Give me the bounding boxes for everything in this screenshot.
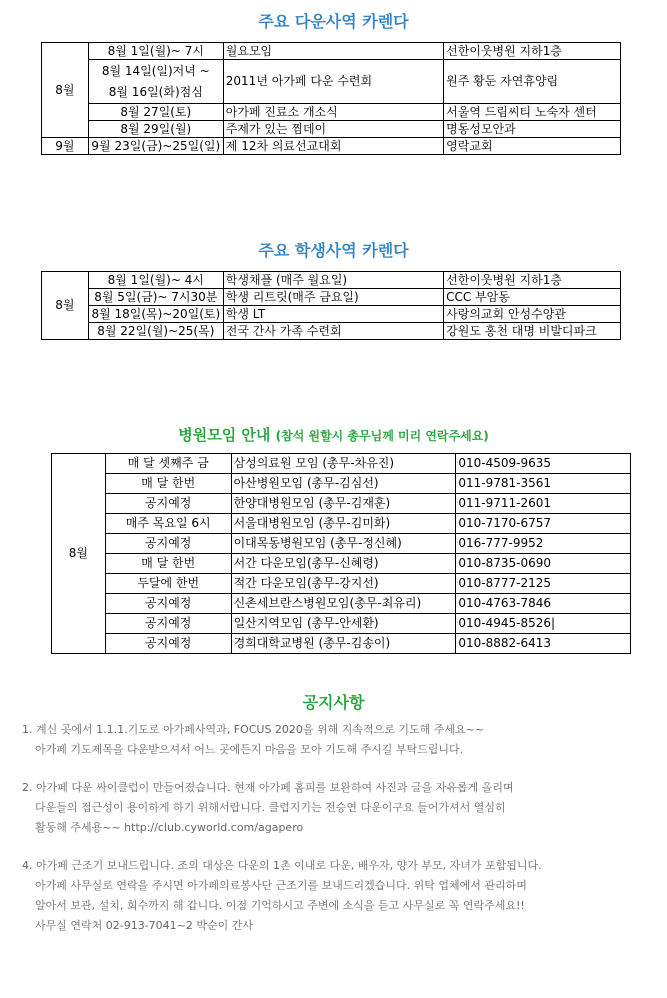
table-row <box>52 454 631 474</box>
event-cell: 월요모임 <box>223 43 443 60</box>
date-line: 8월 14일(일)저녁 ~ <box>101 63 210 78</box>
event-cell: 주제가 있는 찜데이 <box>223 121 443 138</box>
meeting-cell: 삼성의료원 모임 (총무-차유진) <box>231 454 456 474</box>
when-cell: 공지예정 <box>105 634 231 654</box>
place-cell: 영락교회 <box>444 138 621 155</box>
when-cell: 매 달 한번 <box>105 474 231 494</box>
notice-text: 아가페 다운 싸이클럽이 만들어졌습니다. 현재 아가페 홈피를 보완하여 사진과 글을 자유롭게 올리며 <box>36 781 514 794</box>
hospital-subtitle: (참석 원할시 총무님께 미리 연락주세요) <box>275 429 489 443</box>
place-cell: 강원도 홍천 대명 비발디파크 <box>444 323 621 340</box>
event-cell: 제 12차 의료선교대회 <box>223 138 443 155</box>
event-cell: 아가페 진료소 개소식 <box>223 104 443 121</box>
date-cell: 8월 29일(월) <box>88 121 223 138</box>
notice-number: 1 <box>22 723 29 736</box>
phone-cell: 010-4509-9635 <box>456 454 631 474</box>
table-row <box>52 534 631 554</box>
place-cell: 선한이웃병원 지하1층 <box>444 272 621 289</box>
table-row <box>52 494 631 514</box>
month-cell: 9월 <box>42 138 89 155</box>
event-cell: 2011년 아가페 다운 수련회 <box>223 60 443 104</box>
place-cell: CCC 부암동 <box>444 289 621 306</box>
date-cell: 8월 1일(월)~ 4시 <box>88 272 223 289</box>
when-cell: 공지예정 <box>105 534 231 554</box>
when-cell: 매 달 한번 <box>105 554 231 574</box>
table-row <box>52 574 631 594</box>
when-cell: 공지예정 <box>105 594 231 614</box>
meeting-cell: 경희대학교병원 (총무-김송이) <box>231 634 456 654</box>
student-calendar-table <box>41 271 621 340</box>
notice-text: 아가페 근조기 보내드립니다. 조의 대상은 다운의 1촌 이내로 다운, 배우자, 양가 부모, 자녀가 포함됩니다. <box>36 859 542 872</box>
meeting-cell: 일산지역모임 (총무-안세환) <box>231 614 456 634</box>
meeting-cell: 아산병원모임 (총무-김심선) <box>231 474 456 494</box>
date-cell: 8월 5일(금)~ 7시30분 <box>88 289 223 306</box>
table-row <box>42 289 621 306</box>
meeting-cell: 서간 다운모임(총무-신혜령) <box>231 554 456 574</box>
place-cell: 원주 황둔 자연휴양림 <box>444 60 621 104</box>
meeting-cell: 서울대병원모임 (총무-김미화) <box>231 514 456 534</box>
student-calendar-title: 주요 학생사역 카렌다 <box>258 241 409 260</box>
notice-line: 알아서 보관, 설치, 회수까지 해 갑니다. 이점 기억하시고 주변에 소식을 듣고 사무실로 꼭 연락주세요!! <box>35 899 525 912</box>
notice-line: 아가페 기도제목을 다운받으셔서 어느 곳에든지 마음을 모아 기도해 주시길 부탁드립니다. <box>35 743 464 756</box>
event-cell: 학생 리트릿(매주 금요일) <box>223 289 443 306</box>
table-row <box>42 43 621 60</box>
meeting-cell: 신촌세브란스병원모임(총무-최유리) <box>231 594 456 614</box>
notice-line: 다운들의 접근성이 용이하게 하기 위해서랍니다. 클럽지기는 전승연 다운이구요 들어가셔서 열심히 <box>35 801 506 814</box>
when-cell: 매주 목요일 6시 <box>105 514 231 534</box>
hospital-title-text: 병원모임 안내 <box>178 426 271 444</box>
table-row <box>52 554 631 574</box>
notice-line: 사무실 연락처 02-913-7041~2 박순이 간사 <box>35 919 254 932</box>
when-cell: 공지예정 <box>105 614 231 634</box>
notice-line: 아가페 사무실로 연락을 주시면 아가페의료봉사단 근조기를 보내드리겠습니다. 위탁 업체에서 관리하며 <box>35 879 527 892</box>
phone-cell: 010-4945-8526| <box>456 614 631 634</box>
notice-line: 4. 아가페 근조기 보내드립니다. 조의 대상은 다운의 1촌 이내로 다운, 배우자, 양가 부모, 자녀가 포함됩니다. <box>22 859 542 872</box>
table-row <box>42 306 621 323</box>
phone-cell: 010-8882-6413 <box>456 634 631 654</box>
date-cell: 8월 27일(토) <box>88 104 223 121</box>
event-cell: 학생채플 (매주 월요일) <box>223 272 443 289</box>
event-cell: 학생 LT <box>223 306 443 323</box>
notice-line: 1. 계신 곳에서 1.1.1.기도로 아가페사역과, FOCUS 2020을 위해 지속적으로 기도해 주세요~~ <box>22 723 485 736</box>
when-cell: 공지예정 <box>105 494 231 514</box>
when-cell: 두달에 한번 <box>105 574 231 594</box>
month-cell: 8월 <box>52 454 106 654</box>
hospital-meetings-table <box>51 453 631 654</box>
date-cell: 8월 1일(월)~ 7시 <box>88 43 223 60</box>
date-cell: 8월 18일(목)~20일(토) <box>88 306 223 323</box>
date-cell: 9월 23일(금)~25일(일) <box>88 138 223 155</box>
table-row <box>42 60 621 104</box>
place-cell: 사랑의교회 안성수양관 <box>444 306 621 323</box>
table-row <box>52 594 631 614</box>
meeting-cell: 한양대병원모임 (총무-김재훈) <box>231 494 456 514</box>
phone-cell: 010-7170-6757 <box>456 514 631 534</box>
meeting-cell: 이대목동병원모임 (총무-정신혜) <box>231 534 456 554</box>
table-row <box>42 121 621 138</box>
phone-cell: 011-9711-2601 <box>456 494 631 514</box>
notice-link-line[interactable]: 활동해 주세용~~ http://club.cyworld.com/agapero <box>35 821 304 834</box>
table-row <box>42 323 621 340</box>
table-row <box>52 634 631 654</box>
place-cell: 명동성모안과 <box>444 121 621 138</box>
month-cell: 8월 <box>42 272 89 340</box>
table-row <box>52 614 631 634</box>
phone-cell: 016-777-9952 <box>456 534 631 554</box>
table-row <box>52 514 631 534</box>
phone-cell: 010-8777-2125 <box>456 574 631 594</box>
table-row <box>42 104 621 121</box>
when-cell: 매 달 셋째주 금 <box>105 454 231 474</box>
hospital-meetings-title <box>0 424 667 445</box>
month-cell: 8월 <box>42 43 89 138</box>
meeting-cell: 적간 다운모임(총무-강지선) <box>231 574 456 594</box>
date-cell <box>88 60 223 104</box>
downtown-calendar-title: 주요 다운사역 카렌다 <box>258 12 409 31</box>
table-row <box>42 138 621 155</box>
notices-title: 공지사항 <box>302 693 365 712</box>
event-cell: 전국 간사 가족 수련회 <box>223 323 443 340</box>
phone-cell: 010-4763-7846 <box>456 594 631 614</box>
table-row <box>52 474 631 494</box>
notice-number: 4 <box>22 859 29 872</box>
date-line: 8월 16일(화)점심 <box>108 84 203 99</box>
notice-item <box>22 778 642 838</box>
place-cell: 선한이웃병원 지하1층 <box>444 43 621 60</box>
place-cell: 서울역 드림씨티 노숙자 센터 <box>444 104 621 121</box>
notice-text: 계신 곳에서 1.1.1.기도로 아가페사역과, FOCUS 2020을 위해 지속적으로 기도해 주세요~~ <box>36 723 485 736</box>
table-row <box>42 272 621 289</box>
phone-cell: 011-9781-3561 <box>456 474 631 494</box>
notice-number: 2 <box>22 781 29 794</box>
notice-item <box>22 720 642 760</box>
phone-cell: 010-8735-0690 <box>456 554 631 574</box>
date-cell: 8월 22일(월)~25(목) <box>88 323 223 340</box>
notices-list <box>22 720 642 936</box>
notice-item <box>22 856 642 936</box>
notice-line: 2. 아가페 다운 싸이클럽이 만들어졌습니다. 현재 아가페 홈피를 보완하여 사진과 글을 자유롭게 올리며 <box>22 781 514 794</box>
downtown-calendar-table <box>41 42 621 155</box>
